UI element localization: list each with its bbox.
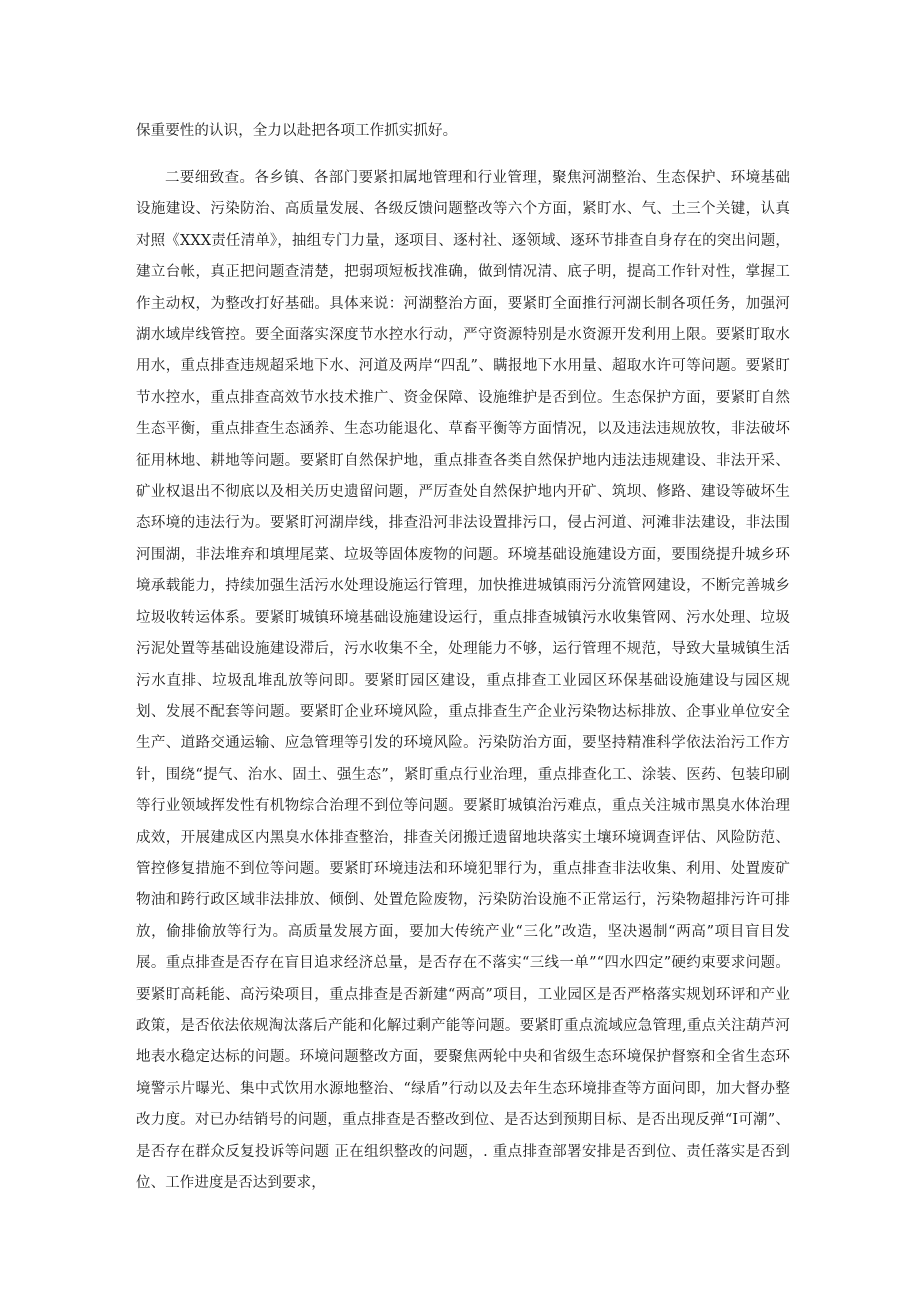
paragraph-detailed-inspection: 二要细致查。各乡镇、各部门要紧扣属地管理和行业管理，聚焦河湖整治、生态保护、环境基础设施建设、污染防治、高质量发展、各级反馈问题整改等六个方面，紧盯水、气、土三个关键，认真对照《XXX责任清单》，抽组专门力量，逐项目、逐村社、逐领域、逐环节排查自身存在的突出问题，建立台帐，真正把问题查清楚，把弱项短板找准确，做到情况清、底子明，提高工作针对性，掌握工作主动权，为整改打好基础。具体来说：河湖整治方面，要紧盯全面推行河湖长制各项任务，加强河湖水域岸线管控。要全面落实深度节水控水行动，严守资源特别是水资源开发利用上限。要紧盯取水用水，重点排查违规超采地下水、河道及两岸“四乱”、瞒报地下水用量、超取水许可等问题。要紧盯节水控水，重点排查高效节水技术推广、资金保障、设施维护是否到位。生态保护方面，要紧盯自然生态平衡，重点排查生态涵养、生态功能退化、草畜平衡等方面情况，以及违法违规放牧，非法破坏征用林地、耕地等问题。要紧盯自然保护地，重点排查各类自然保护地内违法违规建设、非法开采、矿业权退出不彻底以及相关历史遗留问题，严厉查处自然保护地内开矿、筑坝、修路、建设等破坏生态环境的违法行为。要紧盯河湖岸线，排查沿河非法设置排污口，侵占河道、河滩非法建设，非法围河围湖，非法堆弃和填埋尾菜、垃圾等固体废物的问题。环境基础设施建设方面，要围绕提升城乡环境承载能力，持续加强生活污水处理设施运行管理，加快推进城镇雨污分流管网建设，不断完善城乡垃圾收转运体系。要紧盯城镇环境基础设施建设运行，重点排查城镇污水收集管网、污水处理、垃圾污泥处置等基础设施建设滞后，污水收集不全，处理能力不够，运行管理不规范，导致大量城镇生活污水直排、垃圾乱堆乱放等问即。要紧盯园区建设，重点排查工业园区环保基础设施建设与园区规划、发展不配套等问题。要紧盯企业环境风险，重点排查生产企业污染物达标排放、企事业单位安全生产、道路交通运输、应急管理等引发的环境风险。污染防治方面，要坚持精准科学依法治污工作方针，围绕“提气、治水、固土、强生态”，紧盯重点行业治理，重点排查化工、涂装、医药、包装印刷等行业领域挥发性有机物综合治理不到位等问题。要紧盯城镇治污难点，重点关注城市黑臭水体治理成效，开展建成区内黑臭水体排查整治，排查关闭搬迁遗留地块落实土壤环境调查评估、风险防范、管控修复措施不到位等问题。要紧盯环境违法和环境犯罪行为，重点排查非法收集、利用、处置废矿物油和跨行政区域非法排放、倾倒、处置危险废物，污染防治设施不正常运行，污染物超排污许可排放，偷排偷放等行为。高质量发展方面，要加大传统产业“三化”改造，坚决遏制“两高”项目盲目发展。重点排查是否存在盲目追求经济总量，是否存在不落实“三线一单”“四水四定”硬约束要求问题。要紧盯高耗能、高污染项目，重点排查是否新建“两高”项目，工业园区是否严格落实规划环评和产业政策，是否依法依规淘汰落后产能和化解过剩产能等问题。要紧盯重点流域应急管理,重点关注葫芦河地表水稳定达标的问题。环境问题整改方面，要聚焦两轮中央和省级生态环境保护督察和全省生态环境警示片曝光、集中式饮用水源地整治、“绿盾”行动以及去年生态环境排查等方面问即，加大督办整改力度。对已办结销号的问题，重点排查是否整改到位、是否达到预期目标、是否出现反弹“I可潮”、是否存在群众反复投诉等问题 正在组织整改的问题，. 重点排查部署安排是否到位、责任落实是否到位、工作进度是否达到要求， bbox=[136, 170, 790, 1191]
paragraph-continuation: 保重要性的认识，全力以赴把各项工作抓实抓好。 bbox=[136, 123, 458, 139]
